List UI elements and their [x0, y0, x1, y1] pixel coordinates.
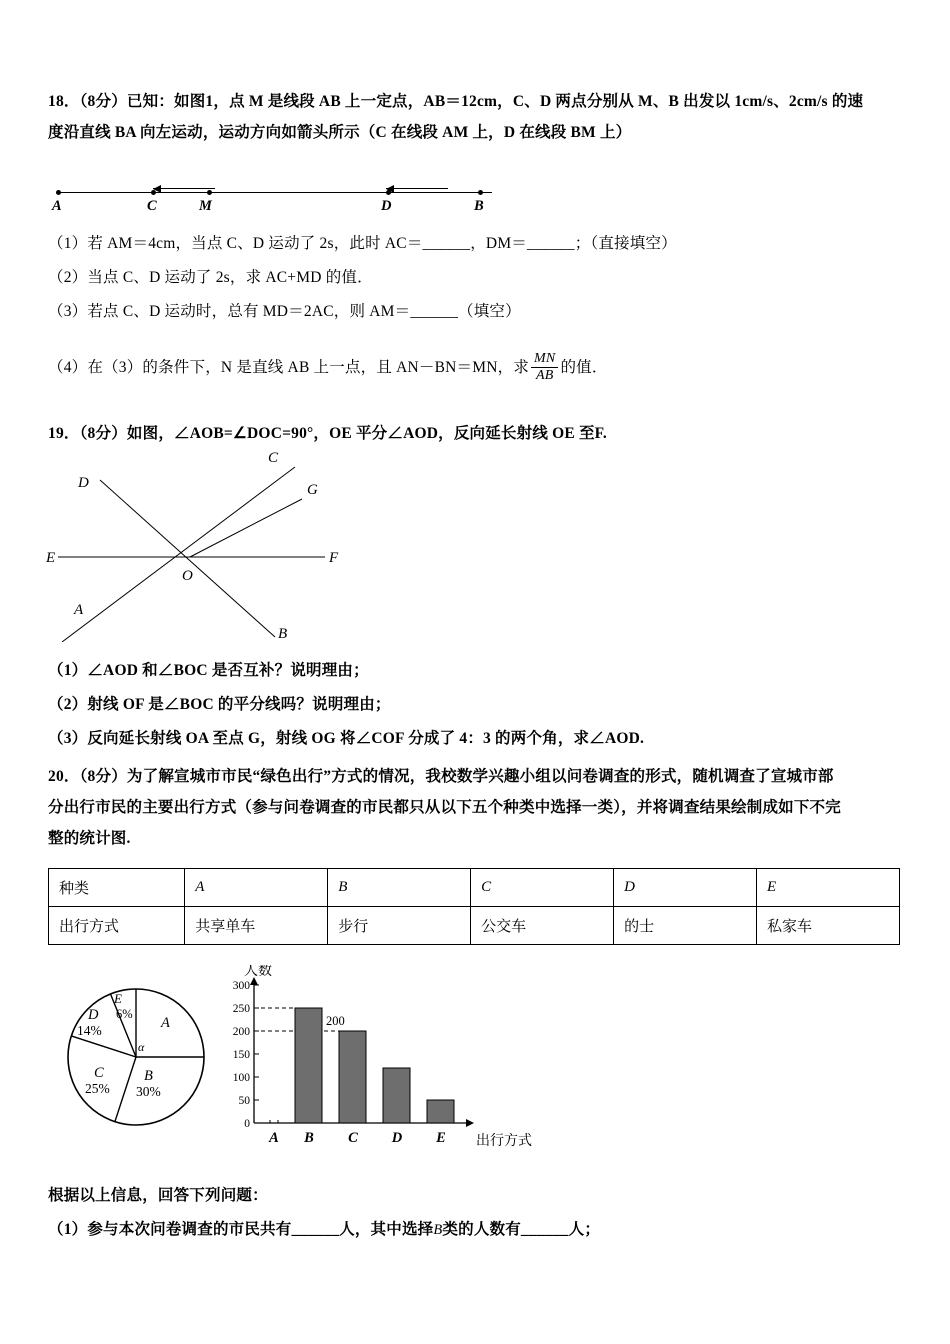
problem-19-q1-text: （1）∠AOD 和∠BOC 是否互补？说明理由；	[48, 662, 369, 679]
cell-mode-a: 共享单车	[185, 907, 328, 945]
problem-19-figure	[40, 442, 360, 642]
problem-19-score: （8分）	[79, 425, 127, 442]
pie-value-c: 25%	[85, 1081, 110, 1096]
label-o: O	[182, 568, 193, 584]
cell-category-b: B	[328, 869, 471, 907]
problem-20-footer	[48, 1180, 928, 1211]
problem-20-footer-text: 根据以上信息，回答下列问题：	[48, 1187, 268, 1204]
label-b: B	[278, 626, 288, 642]
label-c: C	[268, 450, 279, 466]
pie-chart	[68, 989, 204, 1125]
problem-19-q1	[48, 655, 928, 686]
cell-category-e: E	[757, 869, 900, 907]
pie-value-e: 6%	[116, 1007, 133, 1021]
table-row-values	[49, 907, 900, 945]
problem-18-stem-line2: 度沿直线 BA 向左运动，运动方向如箭头所示（C 在线段 AM 上，D 在线段 BM 上）	[48, 124, 632, 141]
fraction-denominator: AB	[531, 367, 558, 384]
problem-18-q4	[48, 352, 918, 385]
pie-label-a: A	[161, 1015, 170, 1031]
bar-chart	[233, 965, 532, 1149]
cell-mode-d: 的士	[614, 907, 757, 945]
problem-20-stem-line2: 分出行市民的主要出行方式（参与问卷调查的市民都只从以下五个种类中选择一类），并将调查结果绘制成如下不完	[48, 799, 841, 816]
label-d: D	[78, 475, 89, 491]
pie-label-c: C	[94, 1065, 104, 1081]
cell-category-a: A	[185, 869, 328, 907]
ytick-50: 50	[238, 1095, 250, 1107]
problem-19-number: 19．	[48, 425, 80, 442]
bar-xtick-b: B	[304, 1130, 314, 1146]
problem-20-q1-category: B	[433, 1222, 443, 1238]
bar-xlabel: 出行方式	[476, 1134, 532, 1149]
fraction-numerator: MN	[534, 351, 556, 366]
bar-xtick-d: D	[391, 1130, 403, 1146]
problem-18-number: 18．	[48, 93, 80, 110]
cell-mode-c: 公交车	[471, 907, 614, 945]
pie-value-d: 14%	[77, 1023, 102, 1038]
problem-18-q4-post: 的值．	[560, 359, 608, 377]
label-f: F	[329, 550, 339, 566]
statistics-charts	[48, 965, 568, 1155]
ytick-150: 150	[232, 1049, 250, 1061]
bar-ylabel: 人数	[244, 965, 272, 979]
cell-category-header: 种类	[49, 869, 185, 907]
point-label-a: A	[52, 198, 62, 214]
ytick-300: 300	[232, 980, 250, 992]
problem-20-q1-part1: （1）参与本次问卷调查的市民共有______人，其中选择	[48, 1221, 434, 1238]
bar-e	[427, 1100, 454, 1123]
problem-20-stem-line3: 整的统计图.	[48, 830, 131, 847]
point-label-d: D	[381, 198, 392, 214]
label-a: A	[74, 602, 84, 618]
bar-xtick-e: E	[436, 1130, 446, 1146]
pie-value-b: 30%	[136, 1084, 161, 1099]
cell-mode-header: 出行方式	[49, 907, 185, 945]
problem-20-q1	[48, 1214, 928, 1246]
ytick-250: 250	[232, 1003, 250, 1015]
ytick-200: 200	[232, 1026, 250, 1038]
problem-19-stem-text: 如图，∠AOB=∠DOC=90°，OE 平分∠AOD，反向延长射线 OE 至F.	[126, 425, 607, 442]
point-b-dot	[478, 190, 483, 195]
problem-18-q1: （1）若 AM＝4cm，当点 C、D 运动了 2s，此时 AC＝______，DM＝______；（直接填空）	[48, 235, 677, 252]
bar-xtick-c: C	[348, 1130, 358, 1146]
bar-d	[383, 1068, 410, 1123]
motion-arrow-left-2	[386, 183, 448, 193]
problem-20-stem	[48, 761, 928, 854]
pie-label-b: B	[144, 1068, 153, 1084]
problem-18-stem-line1: 已知：如图1，点 M 是线段 AB 上一定点，AB＝12cm，C、D 两点分别从 M、B 出发以 1cm/s、2cm/s 的速	[126, 93, 864, 110]
label-e: E	[46, 550, 56, 566]
point-a-dot	[56, 190, 61, 195]
motion-arrow-left-1	[153, 183, 215, 193]
problem-18-stem	[48, 86, 908, 148]
bar-c	[339, 1031, 366, 1123]
problem-19-q2	[48, 689, 928, 720]
problem-18-figure	[48, 178, 518, 218]
table-row-header	[49, 869, 900, 907]
problem-18-q2: （2）当点 C、D 运动了 2s，求 AC+MD 的值．	[48, 269, 373, 286]
cell-mode-b: 步行	[328, 907, 471, 945]
label-g: G	[307, 482, 318, 498]
survey-table	[48, 868, 900, 945]
pie-label-d: D	[88, 1007, 99, 1023]
problem-20-number: 20．	[48, 768, 80, 785]
bar-b	[295, 1008, 322, 1123]
cell-category-d: D	[614, 869, 757, 907]
problem-19-q3	[48, 723, 928, 754]
ytick-100: 100	[232, 1072, 250, 1084]
point-label-m: M	[199, 198, 212, 214]
problem-20-stem-line1: 为了解宣城市市民“绿色出行”方式的情况，我校数学兴趣小组以问卷调查的形式，随机调查了宣城市部	[126, 768, 834, 785]
point-label-c: C	[147, 198, 157, 214]
point-label-b: B	[474, 198, 484, 214]
problem-20-q1-part2: 类的人数有______人；	[442, 1221, 601, 1238]
problem-18-q3: （3）若点 C、D 运动时，总有 MD＝2AC，则 AM＝______（填空）	[48, 303, 521, 320]
fraction-mn-ab	[531, 351, 558, 384]
problem-20-score: （8分）	[79, 768, 127, 785]
problem-18-score: （8分）	[79, 93, 127, 110]
problem-19-q2-text: （2）射线 OF 是∠BOC 的平分线吗？说明理由；	[48, 696, 391, 713]
ytick-0: 0	[244, 1118, 250, 1130]
bar-data-label-c: 200	[326, 1014, 345, 1028]
problem-19-q3-text: （3）反向延长射线 OA 至点 G，射线 OG 将∠COF 分成了 4：3 的两个角，求∠AOD.	[48, 730, 645, 747]
pie-angle-alpha: α	[138, 1040, 145, 1054]
pie-label-e: E	[114, 991, 122, 1006]
bar-xtick-a: A	[269, 1130, 279, 1146]
cell-category-c: C	[471, 869, 614, 907]
cell-mode-e: 私家车	[757, 907, 900, 945]
problem-18-q4-pre: （4）在（3）的条件下，N 是直线 AB 上一点，且 AN－BN＝MN，求	[48, 359, 530, 377]
